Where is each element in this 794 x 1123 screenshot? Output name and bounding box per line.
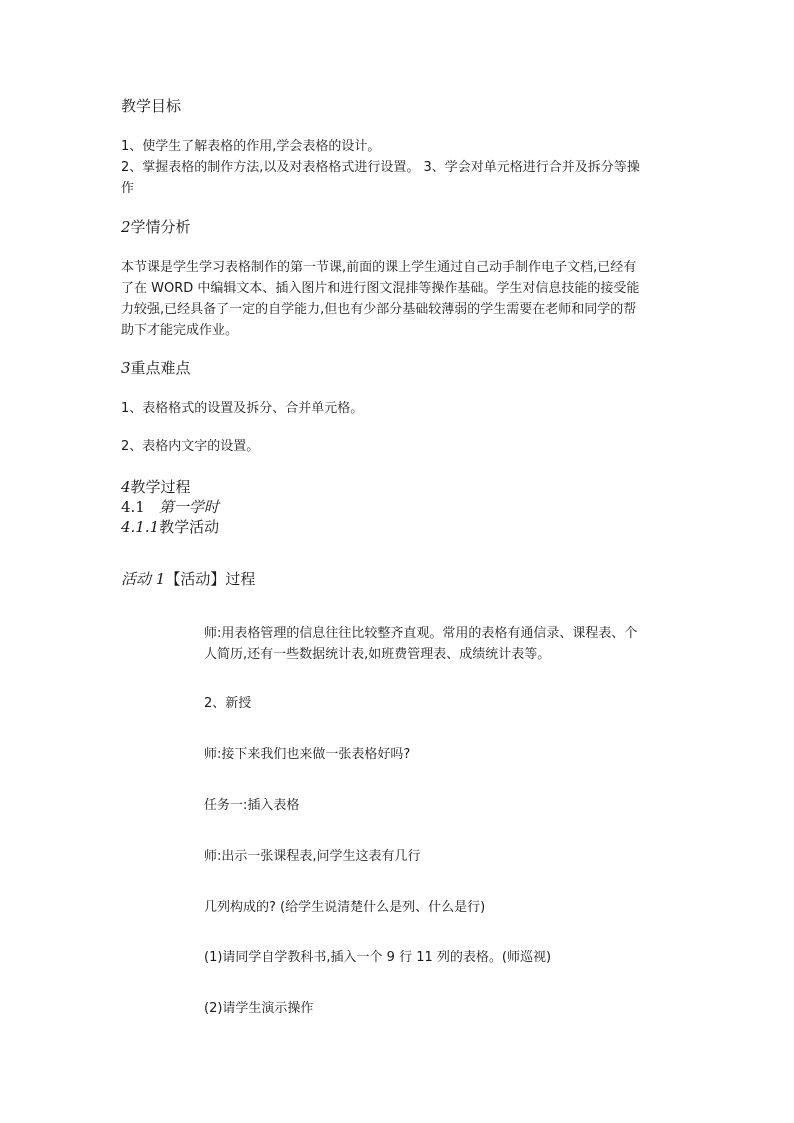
body-paragraph-5: 师:出示一张课程表,问学生这表有几行 [204, 849, 421, 864]
section-title: 重点难点 [130, 359, 191, 377]
section-number: 3 [121, 359, 131, 377]
body-paragraph-8: (2)请学生演示操作 [204, 1001, 314, 1016]
keypoint-item-1: 1、表格格式的设置及拆分、合并单元格。 [121, 401, 364, 416]
analysis-line-4: 助下才能完成作业。 [121, 323, 239, 338]
section-title: 教学过程 [130, 478, 191, 496]
subsection-number: 4.1 [121, 498, 145, 516]
body-paragraph-1-line-1: 师:用表格管理的信息往往比较整齐直观。常用的表格有通信录、课程表、个 [204, 626, 638, 641]
goal-line-1: 1、使学生了解表格的作用,学会表格的设计。 [121, 139, 381, 154]
subsubsection-title: 教学活动 [159, 518, 220, 536]
section-number: 2 [121, 218, 131, 236]
goal-line-2: 2、掌握表格的制作方法,以及对表格格式进行设置。 3、学会对单元格进行合并及拆分等操 [121, 160, 640, 175]
activity-label: 活动 1 [121, 570, 166, 588]
keypoint-item-2: 2、表格内文字的设置。 [121, 439, 260, 454]
body-paragraph-3: 师:接下来我们也来做一张表格好吗? [204, 747, 411, 762]
activity-heading [121, 569, 255, 589]
section-title: 学情分析 [130, 218, 191, 236]
body-paragraph-4: 任务一:插入表格 [204, 798, 300, 813]
body-paragraph-2: 2、新授 [204, 696, 252, 711]
body-paragraph-7: (1)请同学自学教科书,插入一个 9 行 11 列的表格。(师巡视) [204, 950, 552, 965]
section-number: 4 [121, 478, 131, 496]
section-heading-goals: 教学目标 [121, 97, 182, 115]
activity-title: 过程 [225, 570, 256, 588]
section-heading-process [121, 477, 191, 497]
analysis-line-1: 本节课是学生学习表格制作的第一节课,前面的课上学生通过自己动手制作电子文档,已经有 [121, 260, 637, 275]
analysis-line-2: 了在 WORD 中编辑文本、插入图片和进行图文混排等操作基础。学生对信息技能的接受能 [121, 281, 640, 296]
activity-bracket: 【活动】 [165, 570, 226, 588]
body-paragraph-6: 几列构成的? (给学生说清楚什么是列、什么是行) [204, 900, 486, 915]
subsubsection-heading [121, 517, 219, 537]
body-paragraph-1-line-2: 人简历,还有一些数据统计表,如班费管理表、成绩统计表等。 [204, 647, 551, 662]
analysis-line-3: 力较强,已经具备了一定的自学能力,但也有少部分基础较薄弱的学生需要在老师和同学的帮 [121, 302, 637, 317]
subsection-heading [121, 497, 219, 517]
section-heading-analysis [121, 217, 191, 237]
section-heading-keypoints [121, 358, 191, 378]
goal-line-3: 作 [121, 181, 135, 196]
subsection-title: 第一学时 [158, 498, 219, 516]
subsubsection-number: 4.1.1 [121, 518, 160, 536]
